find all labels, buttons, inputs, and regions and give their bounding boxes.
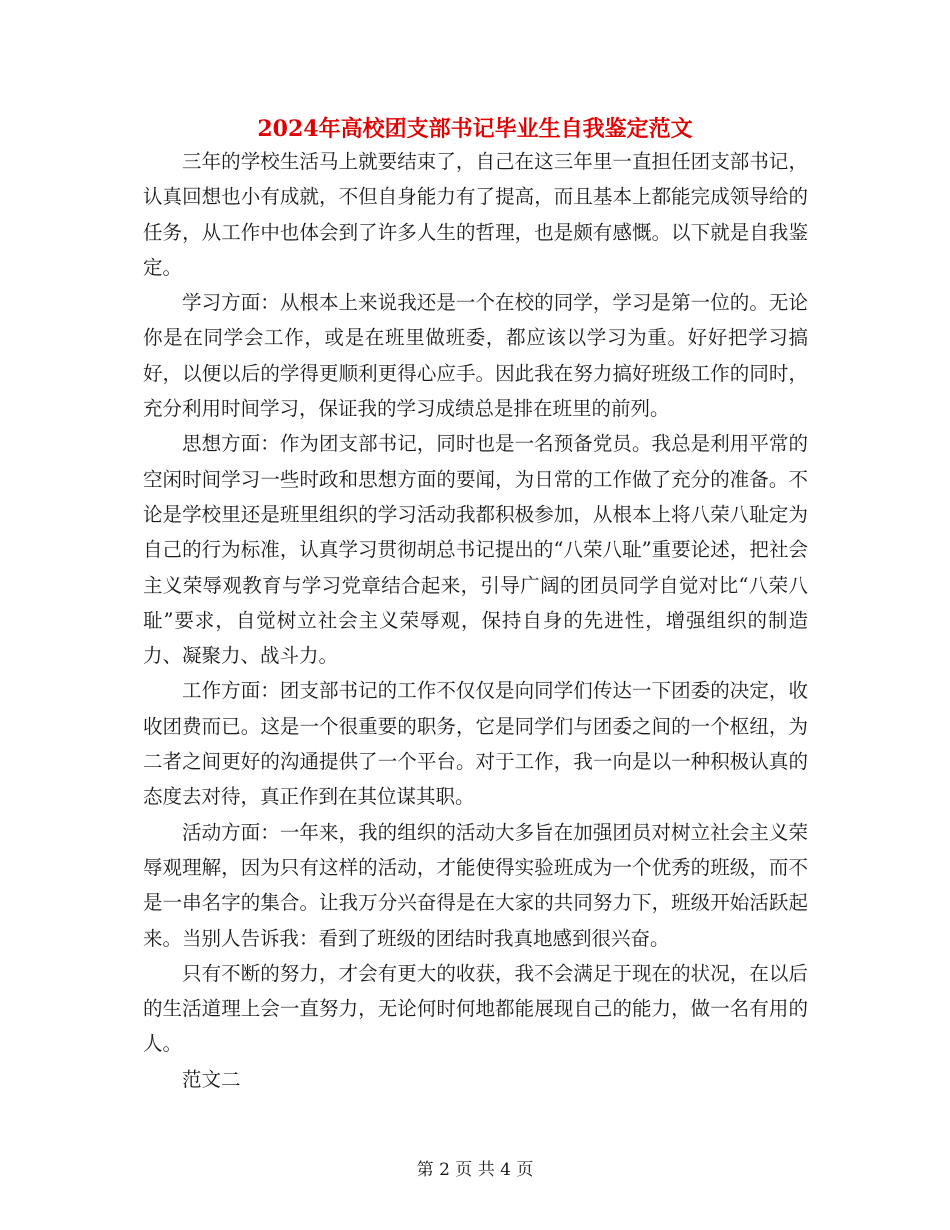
paragraph-work: 工作方面：团支部书记的工作不仅仅是向同学们传达一下团委的决定，收收团费而已。这是一个很重要的职务，它是同学们与团委之间的一个枢纽，为二者之间更好的沟通提供了一个平台。对于工作，我一向是以一种积极认真的态度去对待，真正作到在其位谋其职。 (143, 679, 808, 809)
paragraph-intro: 三年的学校生活马上就要结束了，自己在这三年里一直担任团支部书记，认真回想也小有成就，不但自身能力有了提高，而且基本上都能完成领导给的任务，从工作中也体会到了许多人生的哲理，也是颇有感慨。以下就是自我鉴定。 (143, 150, 808, 279)
paragraph-conclusion: 只有不断的努力，才会有更大的收获，我不会满足于现在的状况，在以后的生活道理上会一直努力，无论何时何地都能展现自己的能力，做一名有用的人。 (143, 961, 808, 1056)
document-title: 2024年高校团支部书记毕业生自我鉴定范文 (257, 116, 693, 142)
paragraph-sample-two: 范文二 (182, 1067, 241, 1091)
document-body (143, 144, 808, 1097)
page-number-footer: 第 2 页 共 4 页 (416, 1160, 534, 1180)
paragraph-activity: 活动方面：一年来，我的组织的活动大多旨在加强团员对树立社会主义荣辱观理解，因为只有这样的活动，才能使得实验班成为一个优秀的班级，而不是一串名字的集合。让我万分兴奋得是在大家的共同努力下，班级开始活跃起来。当别人告诉我：看到了班级的团结时我真地感到很兴奋。 (143, 820, 808, 950)
paragraph-study: 学习方面：从根本上来说我还是一个在校的同学，学习是第一位的。无论你是在同学会工作，或是在班里做班委，都应该以学习为重。好好把学习搞好，以便以后的学得更顺利更得心应手。因此我在努力搞好班级工作的同时，充分利用时间学习，保证我的学习成绩总是排在班里的前列。 (143, 291, 808, 421)
paragraph-thought: 思想方面：作为团支部书记，同时也是一名预备党员。我总是利用平常的空闲时间学习一些时政和思想方面的要闻，为日常的工作做了充分的准备。不论是学校里还是班里组织的学习活动我都积极参加，从根本上将八荣八耻定为自己的行为标准，认真学习贯彻胡总书记提出的“八荣八耻”重要论述，把社会主义荣辱观教育与学习党章结合起来，引导广阔的团员同学自觉对比“八荣八耻”要求，自觉树立社会主义荣辱观，保持自身的先进性，增强组织的制造力、凝聚力、战斗力。 (143, 432, 808, 668)
